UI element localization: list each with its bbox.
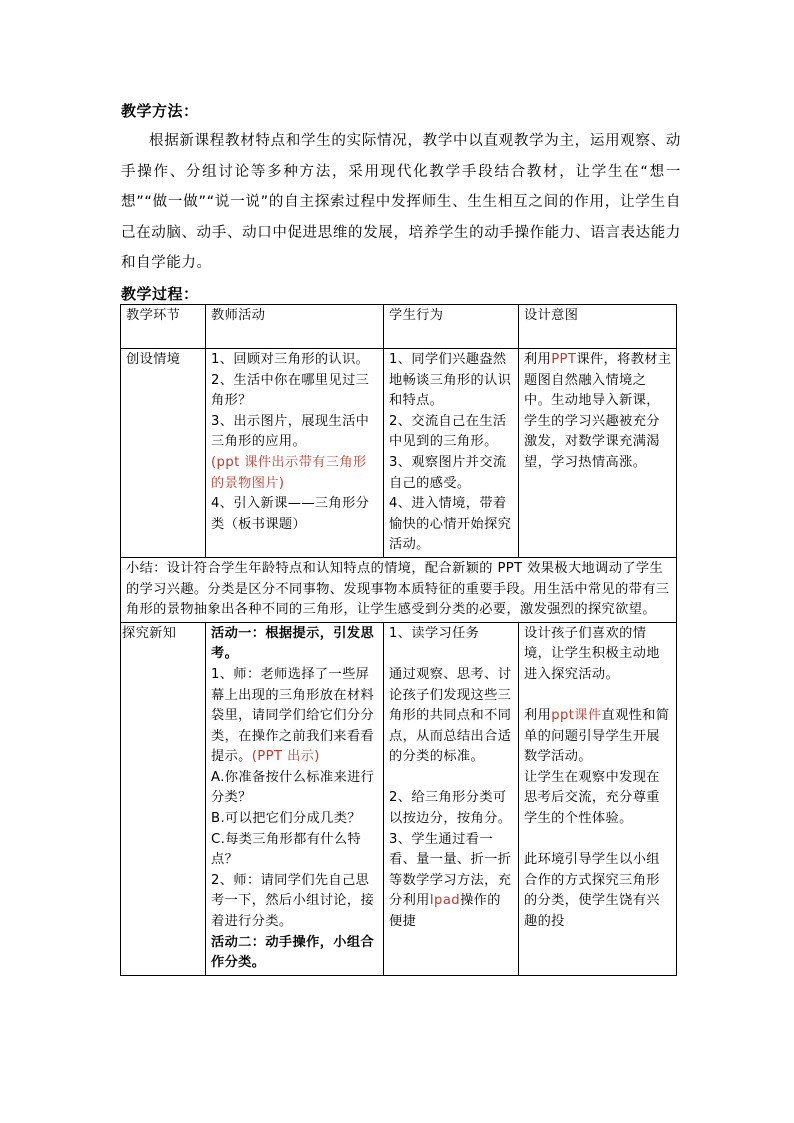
stage-cell: 创设情境: [121, 349, 206, 558]
header-stage: 教学环节: [121, 305, 206, 349]
design-item: 此环境引导学生以小组合作的方式探究三角形的分类，使学生饶有兴趣的投: [524, 852, 660, 930]
table-header-row: [121, 305, 677, 349]
student-item: 1、读学习任务: [389, 625, 480, 641]
student-item: 通过观察、思考、讨论孩子们发现这些三角形的共同点和不同点，从而总结出合适的分类的标准。: [389, 666, 512, 765]
student-item: 2、给三角形分类可以按边分，按角分。: [389, 790, 512, 827]
design-2-rest: 直观性和简单的问题引导学生开展数学活动。: [524, 708, 670, 765]
process-heading: 教学过程：: [121, 285, 199, 303]
student-4-ipad: Ipad: [429, 893, 461, 909]
teacher-item: 2、生活中你在哪里见过三角形？: [211, 372, 370, 409]
teacher-item: 1、回顾对三角形的认识。: [211, 352, 370, 367]
header-teacher: 教师活动: [206, 305, 384, 349]
teacher-item-ppt-note: (ppt 课件出示带有三角形的景物图片): [211, 454, 367, 491]
spacer: [524, 686, 672, 707]
table-row-summary: [121, 557, 677, 622]
student-item: [389, 830, 514, 933]
activity-one-heading: 活动一：根据提示，引发思考。: [211, 625, 375, 662]
method-paragraph: 根据新课程教材特点和学生的实际情况，教学中以直观教学为主，运用观察、动手操作、分组讨论等多种方法，采用现代化教学手段结合教材，让学生在“想一想”“做一做”“说一说”的自主探索过程中发挥师生、生生相互之间的作用，让学生自己在动脑、动手、动口中促进思维的发展，培养学生的动手操作能力、语言表达能力和自学能力。: [121, 133, 681, 271]
table-row-explore: [121, 622, 677, 975]
question-a: A.你准备按什么标准来进行分类？: [211, 769, 375, 806]
teacher-p1-ppt: (PPT 出示): [251, 749, 320, 765]
student-item: 3、观察图片并交流自己的感受。: [389, 454, 507, 491]
method-heading: 教学方法：: [121, 102, 199, 120]
header-design: 设计意图: [519, 305, 677, 349]
student-item: 2、交流自己在生活中见到的三角形。: [389, 413, 507, 450]
design-item: 设计孩子们喜欢的情境，让学生积极主动地进入探究活动。: [524, 625, 660, 682]
question-c: C.每类三角形都有什么特点？: [211, 831, 362, 868]
spacer: [389, 768, 514, 789]
teacher-cell: [206, 349, 384, 558]
spacer: [524, 830, 672, 851]
design-cell: [519, 349, 677, 558]
header-student: 学生行为: [384, 305, 519, 349]
student-4-prefix: 3、学生通过看一看、量一量、折一折等数学学习方法，充分利用: [389, 831, 512, 909]
teacher-item: 3、出示图片，展现生活中三角形的应用。: [211, 413, 370, 450]
teaching-process-table: [120, 304, 677, 976]
student-4-rest: 操作的便捷: [389, 893, 501, 930]
teacher-paragraph: [211, 665, 379, 768]
stage-cell-explore: 探究新知: [121, 622, 206, 975]
summary-cell: 小结：设计符合学生年龄特点和认知特点的情境，配合新颖的 PPT 效果极大地调动了学生的学习兴趣。分类是区分不同事物、发现事物本质特征的重要手段。用生活中常见的带有三角形的景物抽象出各种不同的三角形，让学生感受到分类的必要，激发强烈的探究欲望。: [121, 557, 677, 622]
teacher-cell-explore: [206, 622, 384, 975]
student-cell-explore: [384, 622, 519, 975]
student-item: 4、进入情境，带着愉快的心情开始探究活动。: [389, 496, 512, 553]
design-cell-explore: [519, 622, 677, 975]
spacer: [389, 644, 514, 665]
design-2-ppt: ppt课件: [551, 708, 602, 724]
design-2-prefix: 利用: [524, 708, 552, 724]
design-item: 让学生在观察中发现在思考后交流，充分尊重学生的个性体验。: [524, 769, 660, 827]
teacher-p2: 2、师：请同学们先自己思考一下，然后小组讨论，接着进行分类。: [211, 872, 375, 930]
student-item: 1、同学们兴趣盎然地畅谈三角形的认识和特点。: [389, 352, 512, 409]
question-b: B.可以把它们分成几类？: [211, 811, 361, 827]
design-ppt: PPT: [551, 352, 577, 367]
design-prefix: 利用: [524, 352, 552, 367]
activity-two-heading: 活动二：动手操作，小组合作分类。: [211, 934, 375, 971]
teacher-item: 4、引入新课——三角形分类（板书课题）: [211, 496, 370, 532]
teacher-p1: 1、师：老师选择了一些屏幕上出现的三角形放在材料袋里，请同学们给它们分分类，在操作之前我们来看看提示。: [211, 666, 375, 765]
student-cell: [384, 349, 519, 558]
design-item: [524, 706, 672, 768]
table-row-scene: [121, 349, 677, 558]
design-rest: 课件，将教材主题图自然融入情境之中。生动地导入新课，学生的学习兴趣被充分激发，对数学课充满渴望，学习热情高涨。: [524, 352, 672, 470]
